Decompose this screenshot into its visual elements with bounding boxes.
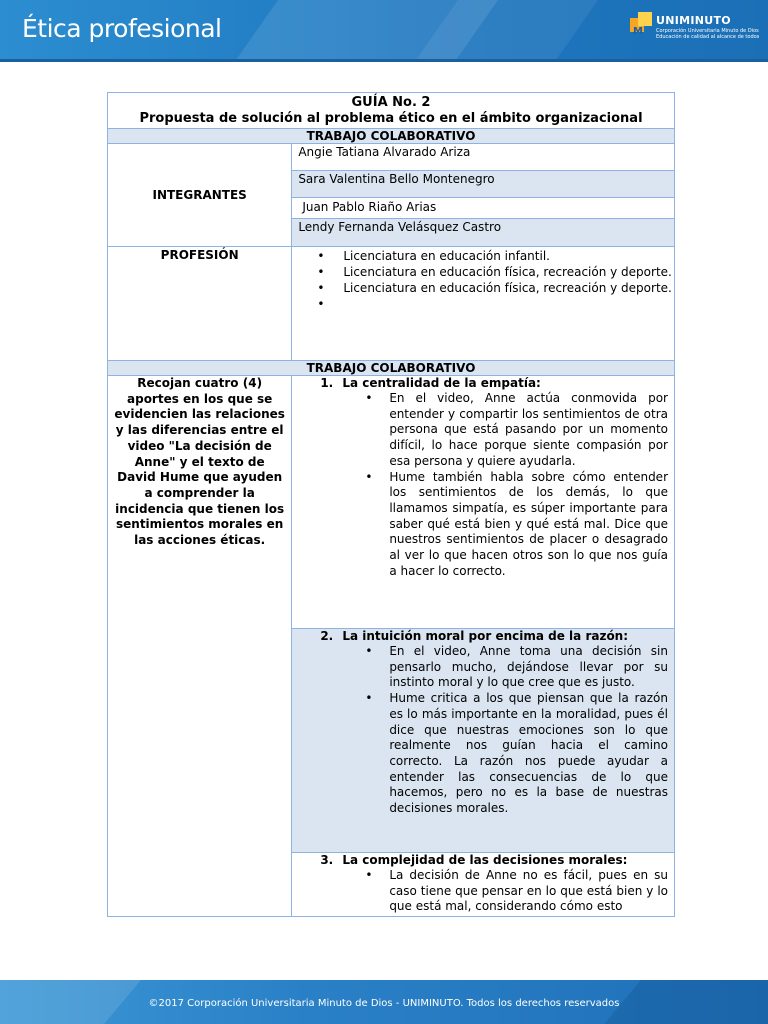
members-label-text: INTEGRANTES xyxy=(152,188,247,202)
contribution-points xyxy=(292,391,674,579)
members-label xyxy=(108,144,292,247)
profession-label xyxy=(108,247,292,361)
guide-table xyxy=(107,92,675,917)
guide-number: GUÍA No. 2 xyxy=(351,95,431,110)
contribution-cell xyxy=(292,376,675,629)
contribution-cell xyxy=(292,629,675,853)
contribution-title: 3. La complejidad de las decisiones morales: xyxy=(320,853,628,867)
contribution-points xyxy=(292,644,674,817)
uniminuto-logo xyxy=(630,12,760,48)
list-item: • Licenciatura en educación física, recreación y deporte. xyxy=(343,264,674,280)
list-item: • En el video, Anne actúa conmovida por entender y compartir los sentimientos de otra persona que está pasando por un momento difícil, lo hace porque siente compasión por esa persona y quiere ayudarla. xyxy=(389,391,668,470)
list-item: • Licenciatura en educación física, recreación y deporte. xyxy=(343,280,674,296)
uniminuto-logo-icon xyxy=(630,12,652,38)
member-name: Juan Pablo Riaño Arias xyxy=(302,200,437,214)
profession-label-text: PROFESIÓN xyxy=(160,248,239,262)
list-item: • Hume también habla sobre cómo entender los sentimientos de los demás, lo que llamamos simpatía, es súper importante para saber qué está bien y qué está mal. Dice que nuestros sentimientos de placer o desagrado al ver lo que hacen otros son lo que nos guía a hacer lo correcto. xyxy=(389,470,668,580)
contribution-title: 1. La centralidad de la empatía: xyxy=(320,376,541,390)
svg-text:M: M xyxy=(633,26,643,37)
member-name: Lendy Fernanda Velásquez Castro xyxy=(292,219,674,235)
instruction-cell xyxy=(108,376,292,917)
contribution-points xyxy=(292,868,674,915)
profession-list xyxy=(292,248,674,312)
header-divider xyxy=(0,59,768,62)
guide-heading xyxy=(108,93,675,129)
profession-cell xyxy=(292,247,675,361)
list-item: • En el video, Anne toma una decisión sin pensarlo mucho, dejándose llevar por su instinto moral y lo que cree que es justo. xyxy=(389,644,668,691)
page-footer xyxy=(0,980,768,1024)
course-title: Ética profesional xyxy=(22,14,222,43)
contribution-cell xyxy=(292,853,675,917)
logo-name: UNIMINUTO xyxy=(656,14,731,27)
list-item: • Hume critica a los que piensan que la razón es lo más importante en la moralidad, pues él dice que nuestras emociones son lo que realmente nos guían hacia el camino correcto. La razón nos puede ayudar a entender las consecuencias de lo que hacemos, pero no es la base de nuestras decisiones morales. xyxy=(389,691,668,817)
member-cell xyxy=(292,144,675,171)
list-item xyxy=(343,296,674,312)
member-cell xyxy=(292,198,675,219)
member-name: Sara Valentina Bello Montenegro xyxy=(292,171,674,187)
guide-subtitle: Propuesta de solución al problema ético en el ámbito organizacional xyxy=(139,111,643,126)
instruction-text: Recojan cuatro (4) aportes en los que se evidencien las relaciones y las diferencias entre el video "La decisión de Anne" y el texto de David Hume que ayuden a comprender la incidencia que tienen los sentimientos morales en las acciones éticas. xyxy=(114,376,285,548)
contribution-title: 2. La intuición moral por encima de la razón: xyxy=(320,629,629,643)
member-cell xyxy=(292,219,675,247)
list-item: • La decisión de Anne no es fácil, pues en su caso tiene que pensar en lo que está bien y lo que está mal, considerando cómo esto xyxy=(389,868,668,915)
logo-subtitle: Corporación Universitaria Minuto de Dios xyxy=(656,28,759,34)
list-item: • Licenciatura en educación infantil. xyxy=(343,248,674,264)
copyright-text: ©2017 Corporación Universitaria Minuto de Dios - UNIMINUTO. Todos los derechos reservados xyxy=(148,998,620,1009)
logo-tagline: Educación de calidad al alcance de todos xyxy=(656,34,760,40)
member-cell xyxy=(292,171,675,198)
section-band: TRABAJO COLABORATIVO xyxy=(108,361,675,376)
page-header xyxy=(0,0,768,62)
member-name: Angie Tatiana Alvarado Ariza xyxy=(298,145,471,159)
section-band: TRABAJO COLABORATIVO xyxy=(108,129,675,144)
